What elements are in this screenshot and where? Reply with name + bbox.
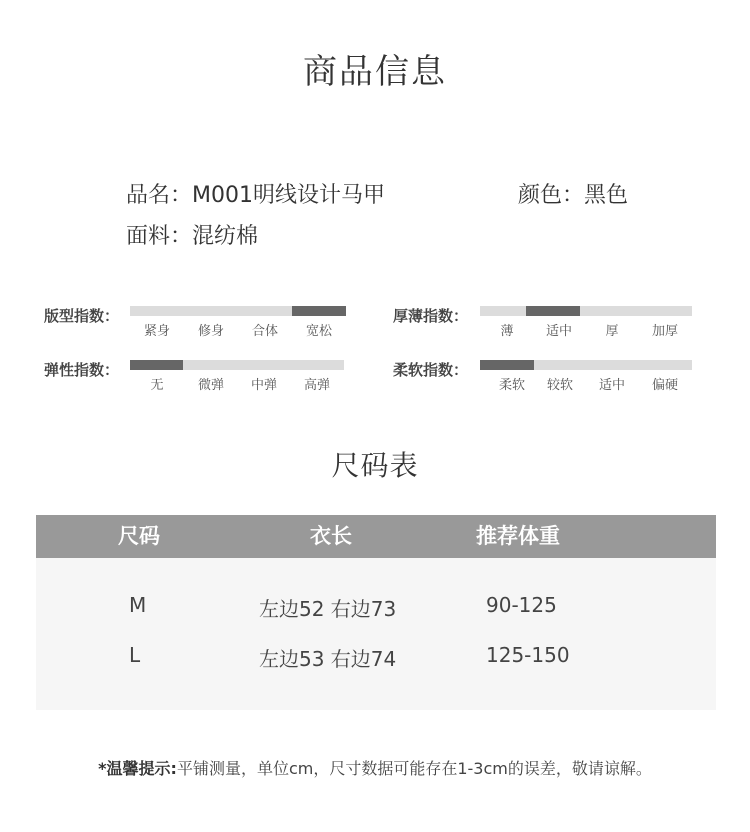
product-name: 品名：M001明线设计马甲 [126, 183, 385, 208]
softness-index-label: 柔软指数： [393, 361, 469, 379]
fit-index-selected [292, 306, 346, 316]
table-header [36, 515, 716, 558]
fit-option: 合体 [251, 324, 278, 339]
softness-index-bar [480, 360, 692, 370]
thickness-option: 适中 [545, 324, 572, 339]
elasticity-option: 高弹 [303, 378, 330, 393]
thickness-index-label: 厚薄指数： [393, 307, 469, 325]
softness-index-selected [480, 360, 534, 370]
row-l-weight: 125-150 [486, 643, 570, 667]
row-m-size: M [129, 593, 147, 617]
elasticity-option: 无 [150, 378, 164, 393]
fit-option: 宽松 [305, 324, 332, 339]
thickness-option: 薄 [500, 324, 514, 339]
header-length: 衣长 [310, 524, 352, 548]
softness-option: 偏硬 [651, 378, 678, 393]
thickness-index-bar [480, 306, 692, 316]
header-weight: 推荐体重 [476, 524, 560, 548]
softness-option: 较软 [546, 378, 573, 393]
tip-label: *温馨提示: [98, 759, 177, 778]
thickness-option: 加厚 [651, 324, 678, 339]
measurement-tip [0, 756, 750, 779]
row-m-weight: 90-125 [486, 593, 557, 617]
product-info-title: 商品信息 [303, 52, 447, 92]
softness-option: 适中 [598, 378, 625, 393]
fit-option: 修身 [197, 324, 224, 339]
header-size: 尺码 [118, 524, 160, 548]
row-m-length: 左边52 右边73 [259, 597, 397, 621]
thickness-option: 厚 [605, 324, 619, 339]
elasticity-index-label: 弹性指数： [44, 361, 120, 379]
elasticity-option: 中弹 [250, 378, 277, 393]
elasticity-index-selected [130, 360, 183, 370]
row-l-size: L [129, 643, 141, 667]
size-chart-title: 尺码表 [331, 449, 419, 482]
tip-text: 平铺测量，单位cm，尺寸数据可能存在1-3cm的误差，敬请谅解。 [176, 759, 652, 778]
product-color: 颜色：黑色 [518, 183, 629, 208]
elasticity-index-bar [130, 360, 344, 370]
softness-option: 柔软 [498, 378, 525, 393]
thickness-index-selected [526, 306, 580, 316]
elasticity-option: 微弹 [197, 378, 224, 393]
size-table [36, 515, 716, 710]
fit-index-label: 版型指数： [44, 307, 120, 325]
product-fabric: 面料：混纺棉 [126, 224, 259, 249]
fit-index-bar [130, 306, 346, 316]
row-l-length: 左边53 右边74 [259, 647, 397, 671]
fit-option: 紧身 [143, 324, 170, 339]
